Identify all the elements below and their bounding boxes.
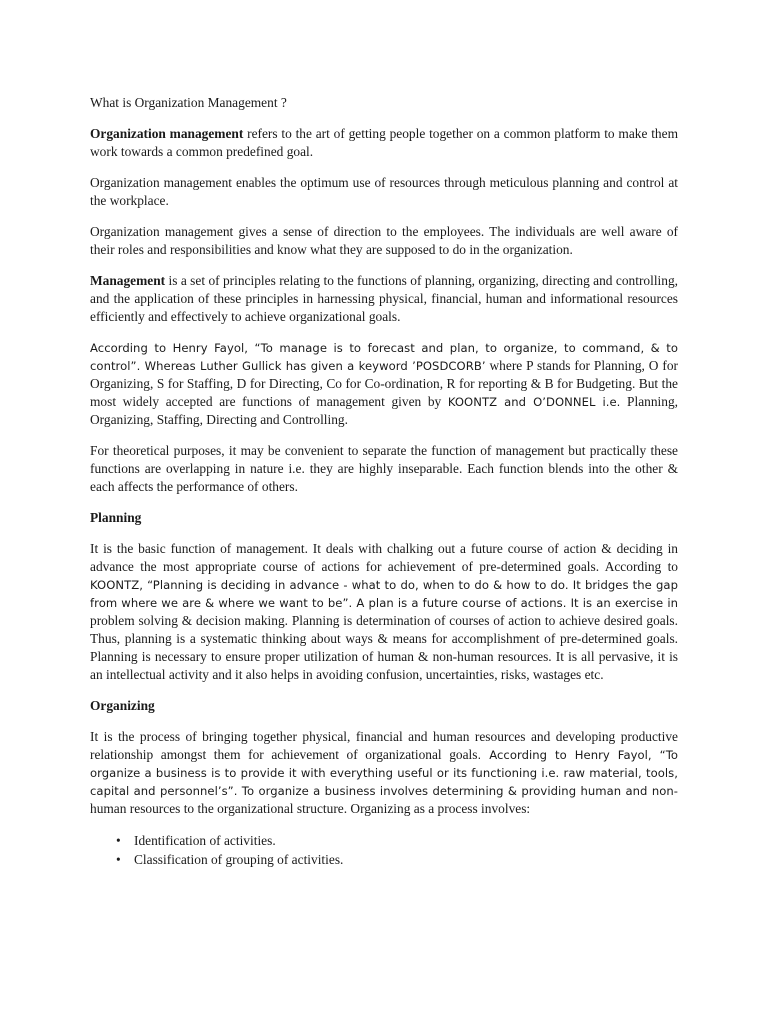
paragraph-text: is a set of principles relating to the functions of planning, organizing, directing and controlling, and the application of these principles in harnessing physical, financial, human and informational resources efficiently and effectively to achieve organizational goals. xyxy=(90,273,678,324)
paragraph-text: where P stands for Planning, O for Organizing, S for Staffing, D for Directing, Co for Co-ordination, R for reporting & B for Budgeting. But the most widely accepted are functions of management given by xyxy=(90,358,678,409)
paragraph-fayol xyxy=(90,339,678,429)
list-item xyxy=(116,850,678,869)
quote-koontz: KOONTZ, “Planning is deciding in advance - what to do, when to do & how to do. It bridges the gap from where we are & where we want to be”. A plan is a future course of actions. It is an exercise in xyxy=(90,578,678,610)
list-item-text: Identification of activities. xyxy=(134,833,276,848)
paragraph-text: human resources to the organizational structure. Organizing as a process involves: xyxy=(90,801,531,816)
paragraph-planning xyxy=(90,540,678,684)
paragraph-text: Planning, Organizing, Staffing, Directing and Controlling. xyxy=(90,394,678,427)
paragraph-definition xyxy=(90,125,678,161)
bullet-icon: • xyxy=(116,852,121,867)
term-organization-management: Organization management xyxy=(90,126,244,141)
heading-organizing: Organizing xyxy=(90,698,155,713)
term-management: Management xyxy=(90,273,166,288)
paragraph-text: It is the process of bringing together physical, financial and human resources and developing productive relationship amongst them for achievement of organizational goals xyxy=(90,729,678,762)
quote-fayol-organize: . According to Henry Fayol, “To organize a business is to provide it with everything useful or its functioning i.e. raw material, tools, capital and personnel’s”. To organize a business involves determining & providing human and non- xyxy=(90,748,678,798)
paragraph-text: problem solving & decision making. Planning is determination of courses of action to achieve desired goals. Thus, planning is a systematic thinking about ways & means for accomplishment of pre-determined goals. Planning is necessary to ensure proper utilization of human & non-human resources. It is all pervasive, it is an intellectual activity and it also helps in avoiding confusion, uncertainties, risks, wastages etc. xyxy=(90,613,678,682)
paragraph-direction: Organization management gives a sense of direction to the employees. The individuals are well aware of their roles and responsibilities and know what they are supposed to do in the organization. xyxy=(90,224,678,257)
paragraph-resources: Organization management enables the optimum use of resources through meticulous planning and control at the workplace. xyxy=(90,175,678,208)
process-list xyxy=(90,831,678,869)
koontz-reference: KOONTZ and O’DONNEL i.e. xyxy=(447,395,621,409)
heading-planning: Planning xyxy=(90,510,142,525)
paragraph-management xyxy=(90,272,678,326)
paragraph-text: refers to the art of getting people together on a common platform to make them work towards a common predefined goal. xyxy=(90,126,678,159)
page-title: What is Organization Management ? xyxy=(90,95,287,110)
list-item-text: Classification of grouping of activities. xyxy=(134,852,344,867)
bullet-icon: • xyxy=(116,833,121,848)
quote-fayol: According to Henry Fayol, “To manage is to forecast and plan, to organize, to command, & to control”. Whereas Luther Gullick has given a keyword ’POSDCORB’ xyxy=(90,341,678,373)
paragraph-text: It is the basic function of management. It deals with chalking out a future course of action & deciding in advance the most appropriate course of actions for achievement of pre-determined goals. According to xyxy=(90,541,678,574)
paragraph-organizing xyxy=(90,728,678,818)
list-item xyxy=(116,831,678,850)
paragraph-theoretical: For theoretical purposes, it may be convenient to separate the function of management but practically these functions are overlapping in nature i.e. they are highly inseparable. Each function blends into the other & each affects the performance of others. xyxy=(90,443,678,494)
